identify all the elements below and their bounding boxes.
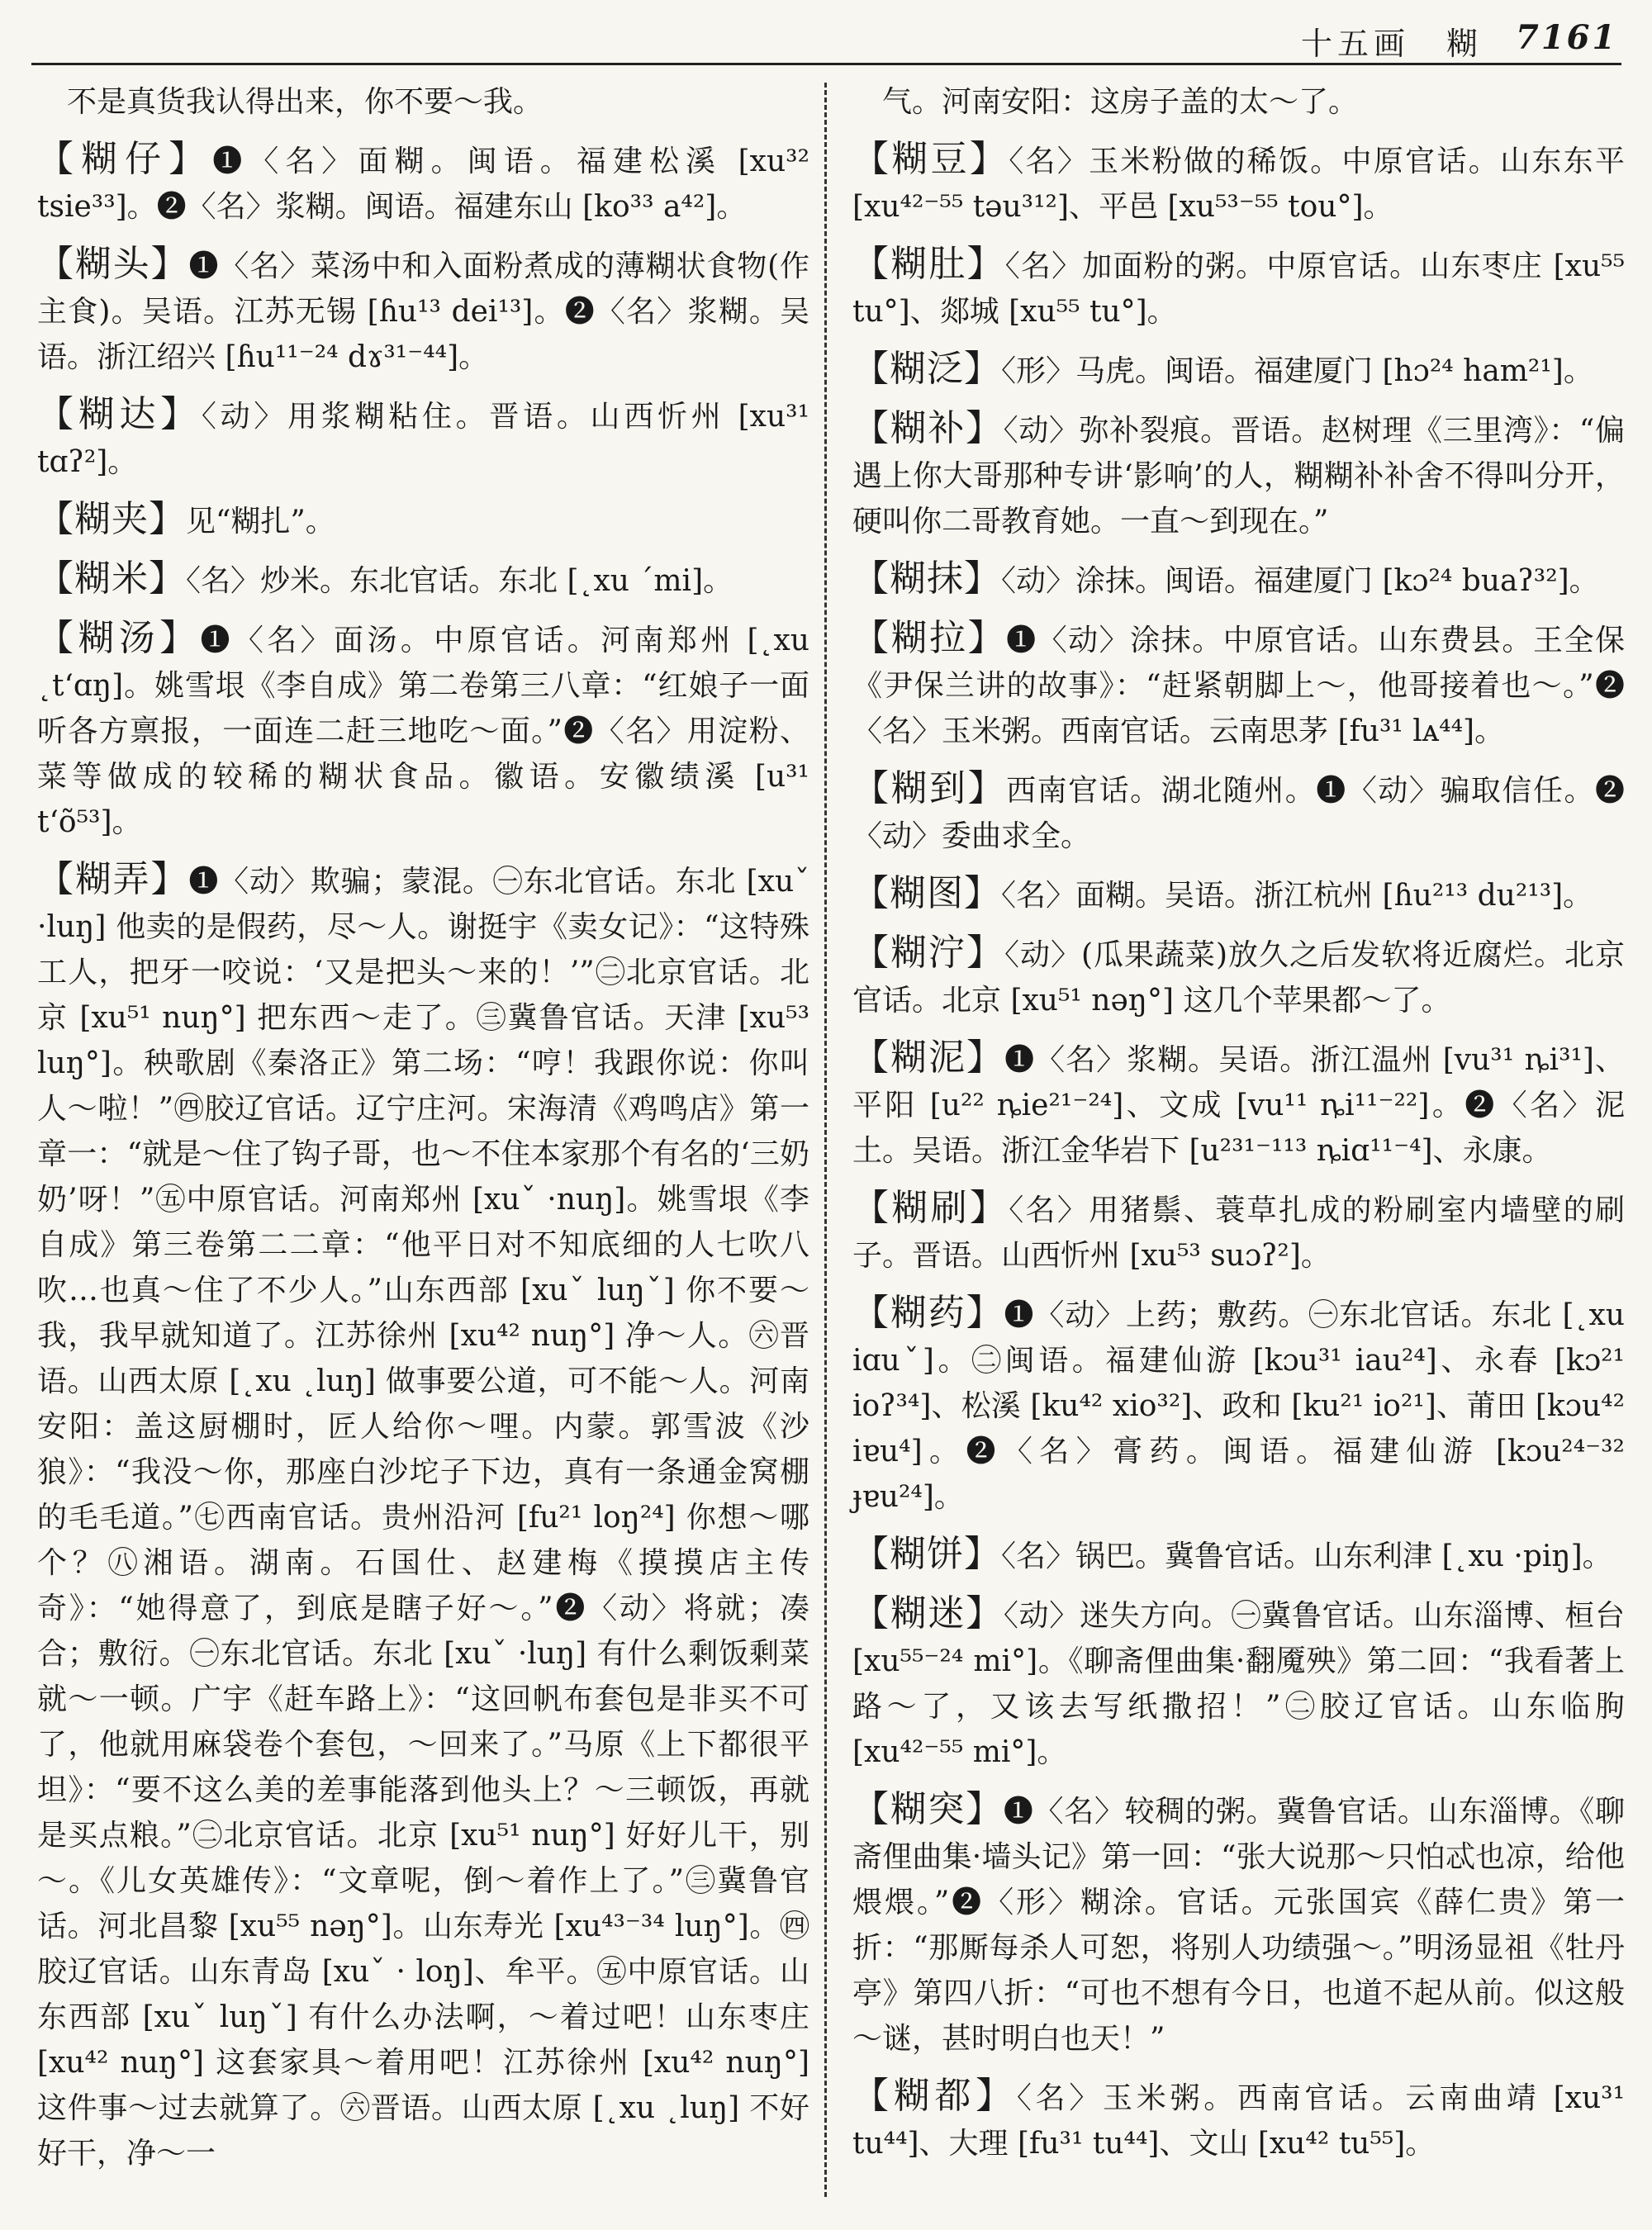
entry-headword: 【糊豆】 [852,138,1009,180]
entry-headword: 【糊达】 [37,393,202,435]
dictionary-entry [37,856,809,2176]
dictionary-entry [852,1591,1625,1775]
right-column [852,79,1625,2178]
dictionary-entry [37,241,809,380]
entry-headword: 【糊拉】 [852,617,1007,659]
entry-definition: 〈名〉加面粉的粥。中原官话。山东枣庄 [xu⁵⁵ tu°]、郯城 [xu⁵⁵ tu°]。 [852,249,1626,329]
entry-definition: ❶〈动〉涂抹。中原官话。山东费县。王全保《尹保兰讲的故事》：“赶紧朝脚上～，他哥接着也～。”❷〈名〉玉米粥。西南官话。云南思茅 [fu³¹ lᴀ⁴⁴]。 [852,624,1625,748]
entry-headword: 【糊到】 [852,767,1007,809]
dictionary-entry [37,79,809,125]
entry-headword: 【糊药】 [852,1292,1004,1334]
entry-definition: 〈动〉涂抹。闽语。福建厦门 [kɔ²⁴ buaʔ³²]。 [1001,564,1599,598]
entry-headword: 【糊汤】 [37,617,201,659]
entry-headword: 【糊补】 [852,407,1004,449]
entry-headword: 【糊泥】 [852,1037,1005,1079]
entry-headword: 【糊泞】 [852,932,1004,974]
entry-definition: 西南官话。湖北随州。❶〈动〉骗取信任。❷〈动〉委曲求全。 [852,774,1625,853]
entry-definition: 〈动〉(瓜果蔬菜)放久之后发软将近腐烂。北京官话。北京 [xu⁵¹ nəŋ°] 这几个苹果都～了。 [852,938,1626,1018]
dictionary-entry [852,136,1625,230]
entry-definition: 〈动〉用浆糊粘住。晋语。山西忻州 [xu³¹ tɑʔ²]。 [37,400,810,479]
entry-headword: 【糊抹】 [852,558,1001,600]
dictionary-entry [852,1531,1625,1579]
entry-definition: 〈名〉玉米粥。西南官话。云南曲靖 [xu³¹ tu⁴⁴]、大理 [fu³¹ tu⁴⁴]、文山 [xu⁴² tu⁵⁵]。 [852,2081,1626,2161]
dictionary-entry [852,930,1625,1023]
column-divider [824,83,828,2197]
dictionary-entry [852,406,1625,544]
entry-definition: 不是真货我认得出来，你不要～我。 [67,85,544,119]
dictionary-entry [852,1035,1625,1174]
dictionary-entry [852,346,1625,394]
dictionary-entry [852,241,1625,334]
entry-headword: 【糊刷】 [852,1187,1009,1229]
entry-headword: 【糊饼】 [852,1533,1001,1575]
entry-headword: 【糊都】 [852,2075,1017,2117]
dictionary-entry [852,556,1625,604]
entry-headword: 【糊突】 [852,1788,1004,1830]
dictionary-entry [852,871,1625,918]
entry-headword: 【糊迷】 [852,1592,1004,1635]
entry-definition: 〈动〉迷失方向。㊀冀鲁官话。山东淄博、桓台 [xu⁵⁵⁻²⁴ mi°]。《聊斋俚曲集·翻魇殃》第二回：“我看著上路～了，又该去写纸撒招！”㊁胶辽官话。山东临朐 [xu⁴²⁻⁵⁵ mi°]。 [852,1599,1625,1769]
dictionary-entry [37,496,809,544]
entry-definition: ❶〈名〉较稠的粥。冀鲁官话。山东淄博。《聊斋俚曲集·墙头记》第一回：“张大说那～只怕忒也凉，给他煨煨。”❷〈形〉糊涂。官话。元张国宾《薛仁贵》第一折：“那厮每杀人可恕，将别人功绩强～。”明汤显祖《牡丹亭》第四八折：“可也不想有今日，也道不起从前。似这般～谜，甚时明白也天！” [852,1795,1625,2056]
dictionary-entry [37,556,809,604]
entry-definition: 〈名〉锅巴。冀鲁官话。山东利津 [˛xu ·piŋ]。 [1001,1540,1612,1573]
dictionary-entry [852,79,1625,125]
dictionary-entry [852,2073,1625,2166]
left-column [37,79,809,2188]
dictionary-entry [37,615,809,845]
entry-headword: 【糊弄】 [37,858,189,900]
dictionary-entry [37,391,809,485]
dictionary-entry [852,1290,1625,1520]
dictionary-entry [852,1185,1625,1279]
entry-definition: ❶〈动〉欺骗；蒙混。㊀东北官话。东北 [xuˇ ·luŋ] 他卖的是假药，尽～人。谢挺宇《卖女记》：“这特殊工人，把牙一咬说：‘又是把头～来的！’”㊁北京官话。北京 [xu⁵¹ nuŋ°] 把东西～走了。㊂冀鲁官话。天津 [xu⁵³ luŋ°]。秧歌剧《秦洛正》第二场：“哼！我跟你说：你叫人～啦！”㊃胶辽官话。辽宁庄河。宋海清《鸡鸣店》第一章一：“就是～住了钩子哥，也～不住本家那个有名的‘三奶奶’呀！”㊄中原官话。河南郑州 [xuˇ ·nuŋ]。姚雪垠《李自成》第三卷第二二章：“他平日对不知底细的人七吹八吹…也真～住了不少人。”山东西部 [xuˇ luŋˇ] 你不要～我，我早就知道了。江苏徐州 [xu⁴² nuŋ°] 净～人。㊅晋语。山西太原 [˛xu ˛luŋ] 做事要公道，可不能～人。河南安阳：盖这厨棚时，匠人给你～哩。内蒙。郭雪波《沙狼》：“我没～你，那座白沙坨子下边，真有一条通金窝棚的毛毛道。”㊆西南官话。贵州沿河 [fu²¹ loŋ²⁴] 你想～哪个？㊇湘语。湖南。石国仕、赵建梅《摸摸店主传奇》：“她得意了，到底是瞎子好～。”❷〈动〉将就；凑合；敷衍。㊀东北官话。东北 [xuˇ ·luŋ] 有什么剩饭剩菜就～一顿。广宇《赶车路上》：“这回帆布套包是非买不可了，他就用麻袋卷个套包，～回来了。”马原《上下都很平坦》：“要不这么美的差事能落到他头上？～三顿饭，再就是买点粮。”㊁北京官话。北京 [xu⁵¹ nuŋ°] 好好儿干，别～。《儿女英雄传》：“文章呢，倒～着作上了。”㊂冀鲁官话。河北昌黎 [xu⁵⁵ nəŋ°]。山东寿光 [xu⁴³⁻³⁴ luŋ°]。㊃胶辽官话。山东青岛 [xuˇ · loŋ]、牟平。㊄中原官话。山东西部 [xuˇ luŋˇ] 有什么办法啊，～着过吧！山东枣庄 [xu⁴² nuŋ°] 这套家具～着用吧！江苏徐州 [xu⁴² nuŋ°] 这件事～过去就算了。㊅晋语。山西太原 [˛xu ˛luŋ] 不好好干，净～一 [37,865,810,2171]
entry-definition: 〈形〉马虎。闽语。福建厦门 [hɔ²⁴ ham²¹]。 [1001,354,1593,388]
dictionary-entry [37,136,809,230]
entry-headword: 【糊米】 [37,558,186,600]
entry-definition: ❶〈名〉面糊。闽语。福建松溪 [xu³² tsie³³]。❷〈名〉浆糊。闽语。福建东山 [ko³³ a⁴²]。 [37,145,810,224]
entry-definition: ❶〈名〉面汤。中原官话。河南郑州 [˛xu ˛tʻɑŋ]。姚雪垠《李自成》第二卷第三八章：“红娘子一面听各方禀报，一面连二赶三地吃～面。”❷〈名〉用淀粉、菜等做成的较稀的糊状食品。徽语。安徽绩溪 [u³¹ tʻõ⁵³]。 [37,624,809,839]
header-rule [31,63,1621,65]
entry-definition: ❶〈动〉上药；敷药。㊀东北官话。东北 [˛xu iɑuˇ]。㊁闽语。福建仙游 [kɔu³¹ iau²⁴]、永春 [kɔ²¹ ioʔ³⁴]、松溪 [ku⁴² xio³²]、政和 [ku²¹ io²¹]、莆田 [kɔu⁴² iɐu⁴]。❷〈名〉膏药。闽语。福建仙游 [kɔu²⁴⁻³² ɟɐu²⁴]。 [852,1298,1625,1514]
entry-definition: 〈名〉炒米。东北官话。东北 [˛xu ˊmi]。 [186,564,733,598]
entry-definition: 〈名〉玉米粉做的稀饭。中原官话。山东东平 [xu⁴²⁻⁵⁵ təu³¹²]、平邑 [xu⁵³⁻⁵⁵ tou°]。 [852,145,1625,224]
entry-definition: ❶〈名〉菜汤中和入面粉煮成的薄糊状食物(作主食)。吴语。江苏无锡 [ɦu¹³ dei¹³]。❷〈名〉浆糊。吴语。浙江绍兴 [ɦu¹¹⁻²⁴ dɤ³¹⁻⁴⁴]。 [37,249,810,374]
dictionary-entry [852,766,1625,859]
section-title: 十五画 糊 [1301,26,1483,62]
entry-headword: 【糊图】 [852,872,1001,914]
page-header [0,0,1652,62]
entry-definition: 〈名〉用猪鬃、蓑草扎成的粉刷室内墙壁的刷子。晋语。山西忻州 [xu⁵³ suɔʔ²]。 [852,1193,1625,1273]
entry-headword: 【糊肚】 [852,243,1005,285]
entry-definition: 〈动〉弥补裂痕。晋语。赵树理《三里湾》：“偏遇上你大哥那种专讲‘影响’的人，糊糊补补舍不得叫分开，硬叫你二哥教育她。一直～到现在。” [852,414,1625,539]
entry-headword: 【糊夹】 [37,498,186,540]
entry-headword: 【糊头】 [37,243,189,285]
dictionary-entry [852,1786,1625,2062]
entry-definition: 气。河南安阳：这房子盖的太～了。 [882,85,1359,119]
entry-headword: 【糊泛】 [852,348,1001,390]
entry-definition: ❶〈名〉浆糊。吴语。浙江温州 [vu³¹ ȵi³¹]、平阳 [u²² ȵie²¹⁻²⁴]、文成 [vu¹¹ ȵi¹¹⁻²²]。❷〈名〉泥土。吴语。浙江金华岩下 [u²³¹⁻¹¹³ ȵiɑ¹¹⁻⁴]、永康。 [852,1043,1625,1168]
page-number: 7161 [1516,18,1618,57]
dictionary-entry [852,615,1625,754]
entry-definition: 〈名〉面糊。吴语。浙江杭州 [ɦu²¹³ du²¹³]。 [1001,879,1593,913]
entry-headword: 【糊仔】 [37,138,213,180]
entry-definition: 见“糊扎”。 [186,505,335,539]
